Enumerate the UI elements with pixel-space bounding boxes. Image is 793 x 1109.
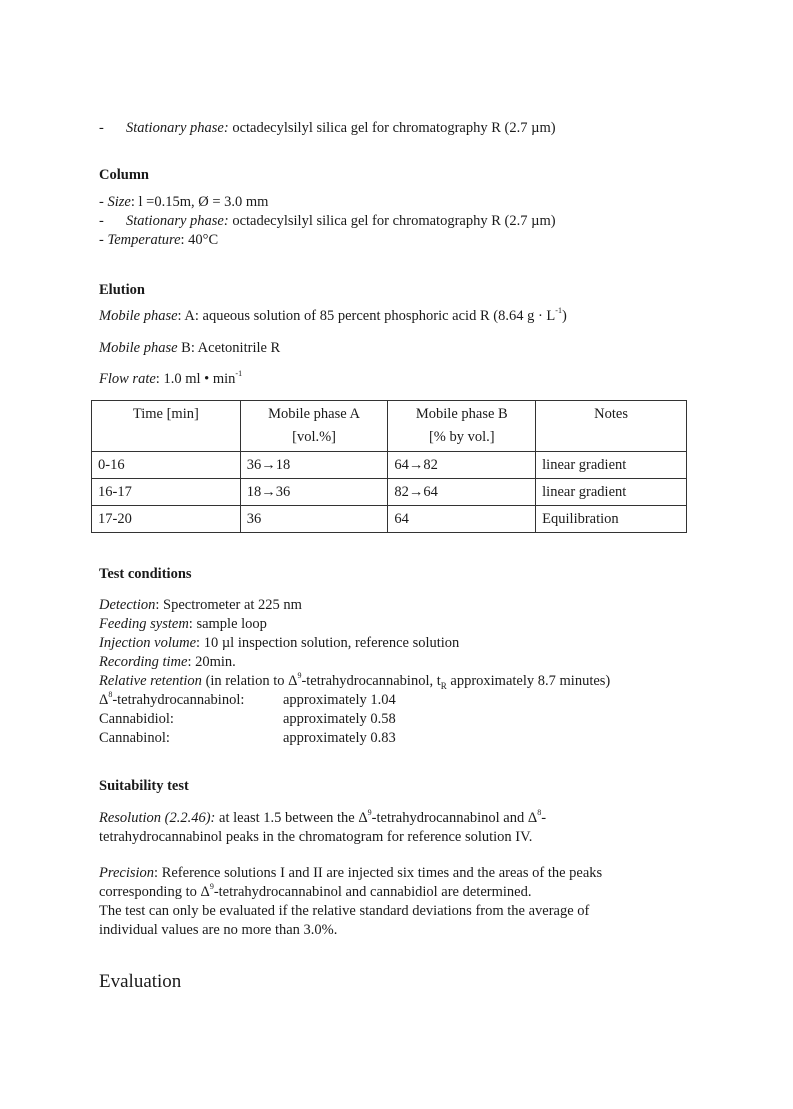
relative-retention-label: Relative retention [99,673,202,689]
recording-value: : 20min. [187,654,236,670]
column-temp-dash: - [99,232,108,248]
header-notes [536,401,687,452]
header-notes-text: Notes [594,406,628,422]
precision-line-2 [99,884,531,901]
flow-rate-line [99,371,242,388]
column-stationary-label: Stationary phase: [126,213,229,229]
mobile-phase-a-sup: -1 [555,306,562,316]
gradient-table [91,400,687,533]
resolution-sup: 9 [367,808,372,818]
compound-name: -tetrahydrocannabinol: [112,692,245,708]
relret-mid: -tetrahydrocannabinol, t [301,673,441,689]
resolution-label: Resolution (2.2.46): [99,810,216,826]
header-mobile-a [240,401,388,452]
resolution-text: -tetrahydrocannabinol and Δ [371,810,538,826]
mobile-phase-b-value: B: Acetonitrile R [177,340,281,356]
cell-mobile-b: 82→64 [388,479,536,506]
relret-post: approximately 8.7 minutes) [446,673,611,689]
relret-pre: (in relation to Δ [201,673,298,689]
precision-text: corresponding to Δ [99,884,210,900]
retention-item-value: approximately 0.58 [283,711,396,727]
cell-mobile-b: 64 [388,506,536,533]
flow-rate-sup: -1 [235,369,243,379]
cell-mobile-a: 36 [240,506,388,533]
column-stationary-line [126,213,556,230]
column-size-line [99,194,268,211]
injection-line [99,635,459,652]
retention-item-value: approximately 0.83 [283,730,396,746]
flow-rate-value: : 1.0 ml • min [155,371,236,387]
cell-notes: Equilibration [536,506,687,533]
test-conditions-heading: Test conditions [99,566,192,582]
resolution-text: at least 1.5 between the Δ [215,810,368,826]
delta-sup: 8 [108,690,113,700]
column-temperature-line [99,232,218,249]
cell-notes: linear gradient [536,452,687,479]
delta-symbol: Δ [99,692,109,708]
mobile-phase-b-line [99,340,280,357]
cell-time: 0-16 [92,452,241,479]
cell-time: 16-17 [92,479,241,506]
cell-mobile-a: 36→18 [240,452,388,479]
table-row [92,479,687,506]
feeding-label: Feeding system [99,616,189,632]
column-temp-label: Temperature [107,232,181,248]
recording-label: Recording time [99,654,188,670]
retention-item-name: Cannabinol: [99,730,170,746]
retention-item-value: approximately 1.04 [283,692,396,708]
injection-value: : 10 µl inspection solution, reference solution [196,635,460,651]
column-size-value: : l =0.15m, Ø = 3.0 mm [130,194,269,210]
retention-item-name: Cannabidiol: [99,711,174,727]
resolution-text: - [541,810,547,826]
header-mobile-b-line2: [% by vol.] [428,429,495,445]
column-temp-value: : 40°C [180,232,219,248]
cell-notes: linear gradient [536,479,687,506]
precision-text: : Reference solutions I and II are injected six times and the areas of the peaks [154,865,603,881]
mobile-phase-a-value: : A: aqueous solution of 85 percent phosphoric acid R (8.64 g · L [177,308,556,324]
header-mobile-b [388,401,536,452]
injection-label: Injection volume [99,635,197,651]
retention-item-name [99,692,244,709]
mobile-phase-a-label: Mobile phase [99,308,178,324]
relret-sup: 9 [297,671,302,681]
mobile-phase-b-label: Mobile phase [99,340,178,356]
precision-sup: 9 [209,882,214,892]
resolution-line-1 [99,810,546,827]
cell-time: 17-20 [92,506,241,533]
resolution-sup: 8 [537,808,542,818]
column-stationary-value: octadecylsilyl silica gel for chromatography R (2.7 µm) [232,213,556,229]
table-header-row [92,401,687,452]
header-mobile-b-line1: Mobile phase B [415,406,508,422]
header-mobile-a-line2: [vol.%] [292,429,336,445]
table-row [92,452,687,479]
column-heading: Column [99,167,149,183]
precision-line-3: The test can only be evaluated if the relative standard deviations from the average of [99,903,590,919]
detection-label: Detection [99,597,156,613]
column-size-dash: - [99,194,108,210]
feeding-value: : sample loop [188,616,267,632]
header-mobile-a-line1: Mobile phase A [268,406,360,422]
column-size-label: Size [107,194,131,210]
elution-heading: Elution [99,282,145,298]
resolution-line-2: tetrahydrocannabinol peaks in the chromatogram for reference solution IV. [99,829,533,845]
table-row [92,506,687,533]
mobile-phase-a-close: ) [561,308,567,324]
evaluation-heading: Evaluation [99,971,182,992]
precision-text: -tetrahydrocannabinol and cannabidiol are determined. [213,884,532,900]
precision-label: Precision [99,865,155,881]
detection-line [99,597,302,614]
list-dash: - [99,213,104,229]
stationary-phase-label: Stationary phase: [126,120,229,136]
header-time [92,401,241,452]
suitability-heading: Suitability test [99,778,189,794]
mobile-phase-a-line [99,308,567,325]
stationary-phase-value: octadecylsilyl silica gel for chromatography R (2.7 µm) [232,120,556,136]
header-time-text: Time [min] [132,406,199,422]
precision-line-1 [99,865,602,882]
cell-mobile-b: 64→82 [388,452,536,479]
flow-rate-label: Flow rate [99,371,156,387]
list-dash: - [99,120,104,136]
detection-value: : Spectrometer at 225 nm [155,597,302,613]
stationary-phase-line [126,120,556,137]
relative-retention-line [99,673,610,690]
cell-mobile-a: 18→36 [240,479,388,506]
feeding-line [99,616,267,633]
precision-line-4: individual values are no more than 3.0%. [99,922,338,938]
relret-sub: R [440,680,447,691]
recording-line [99,654,236,671]
